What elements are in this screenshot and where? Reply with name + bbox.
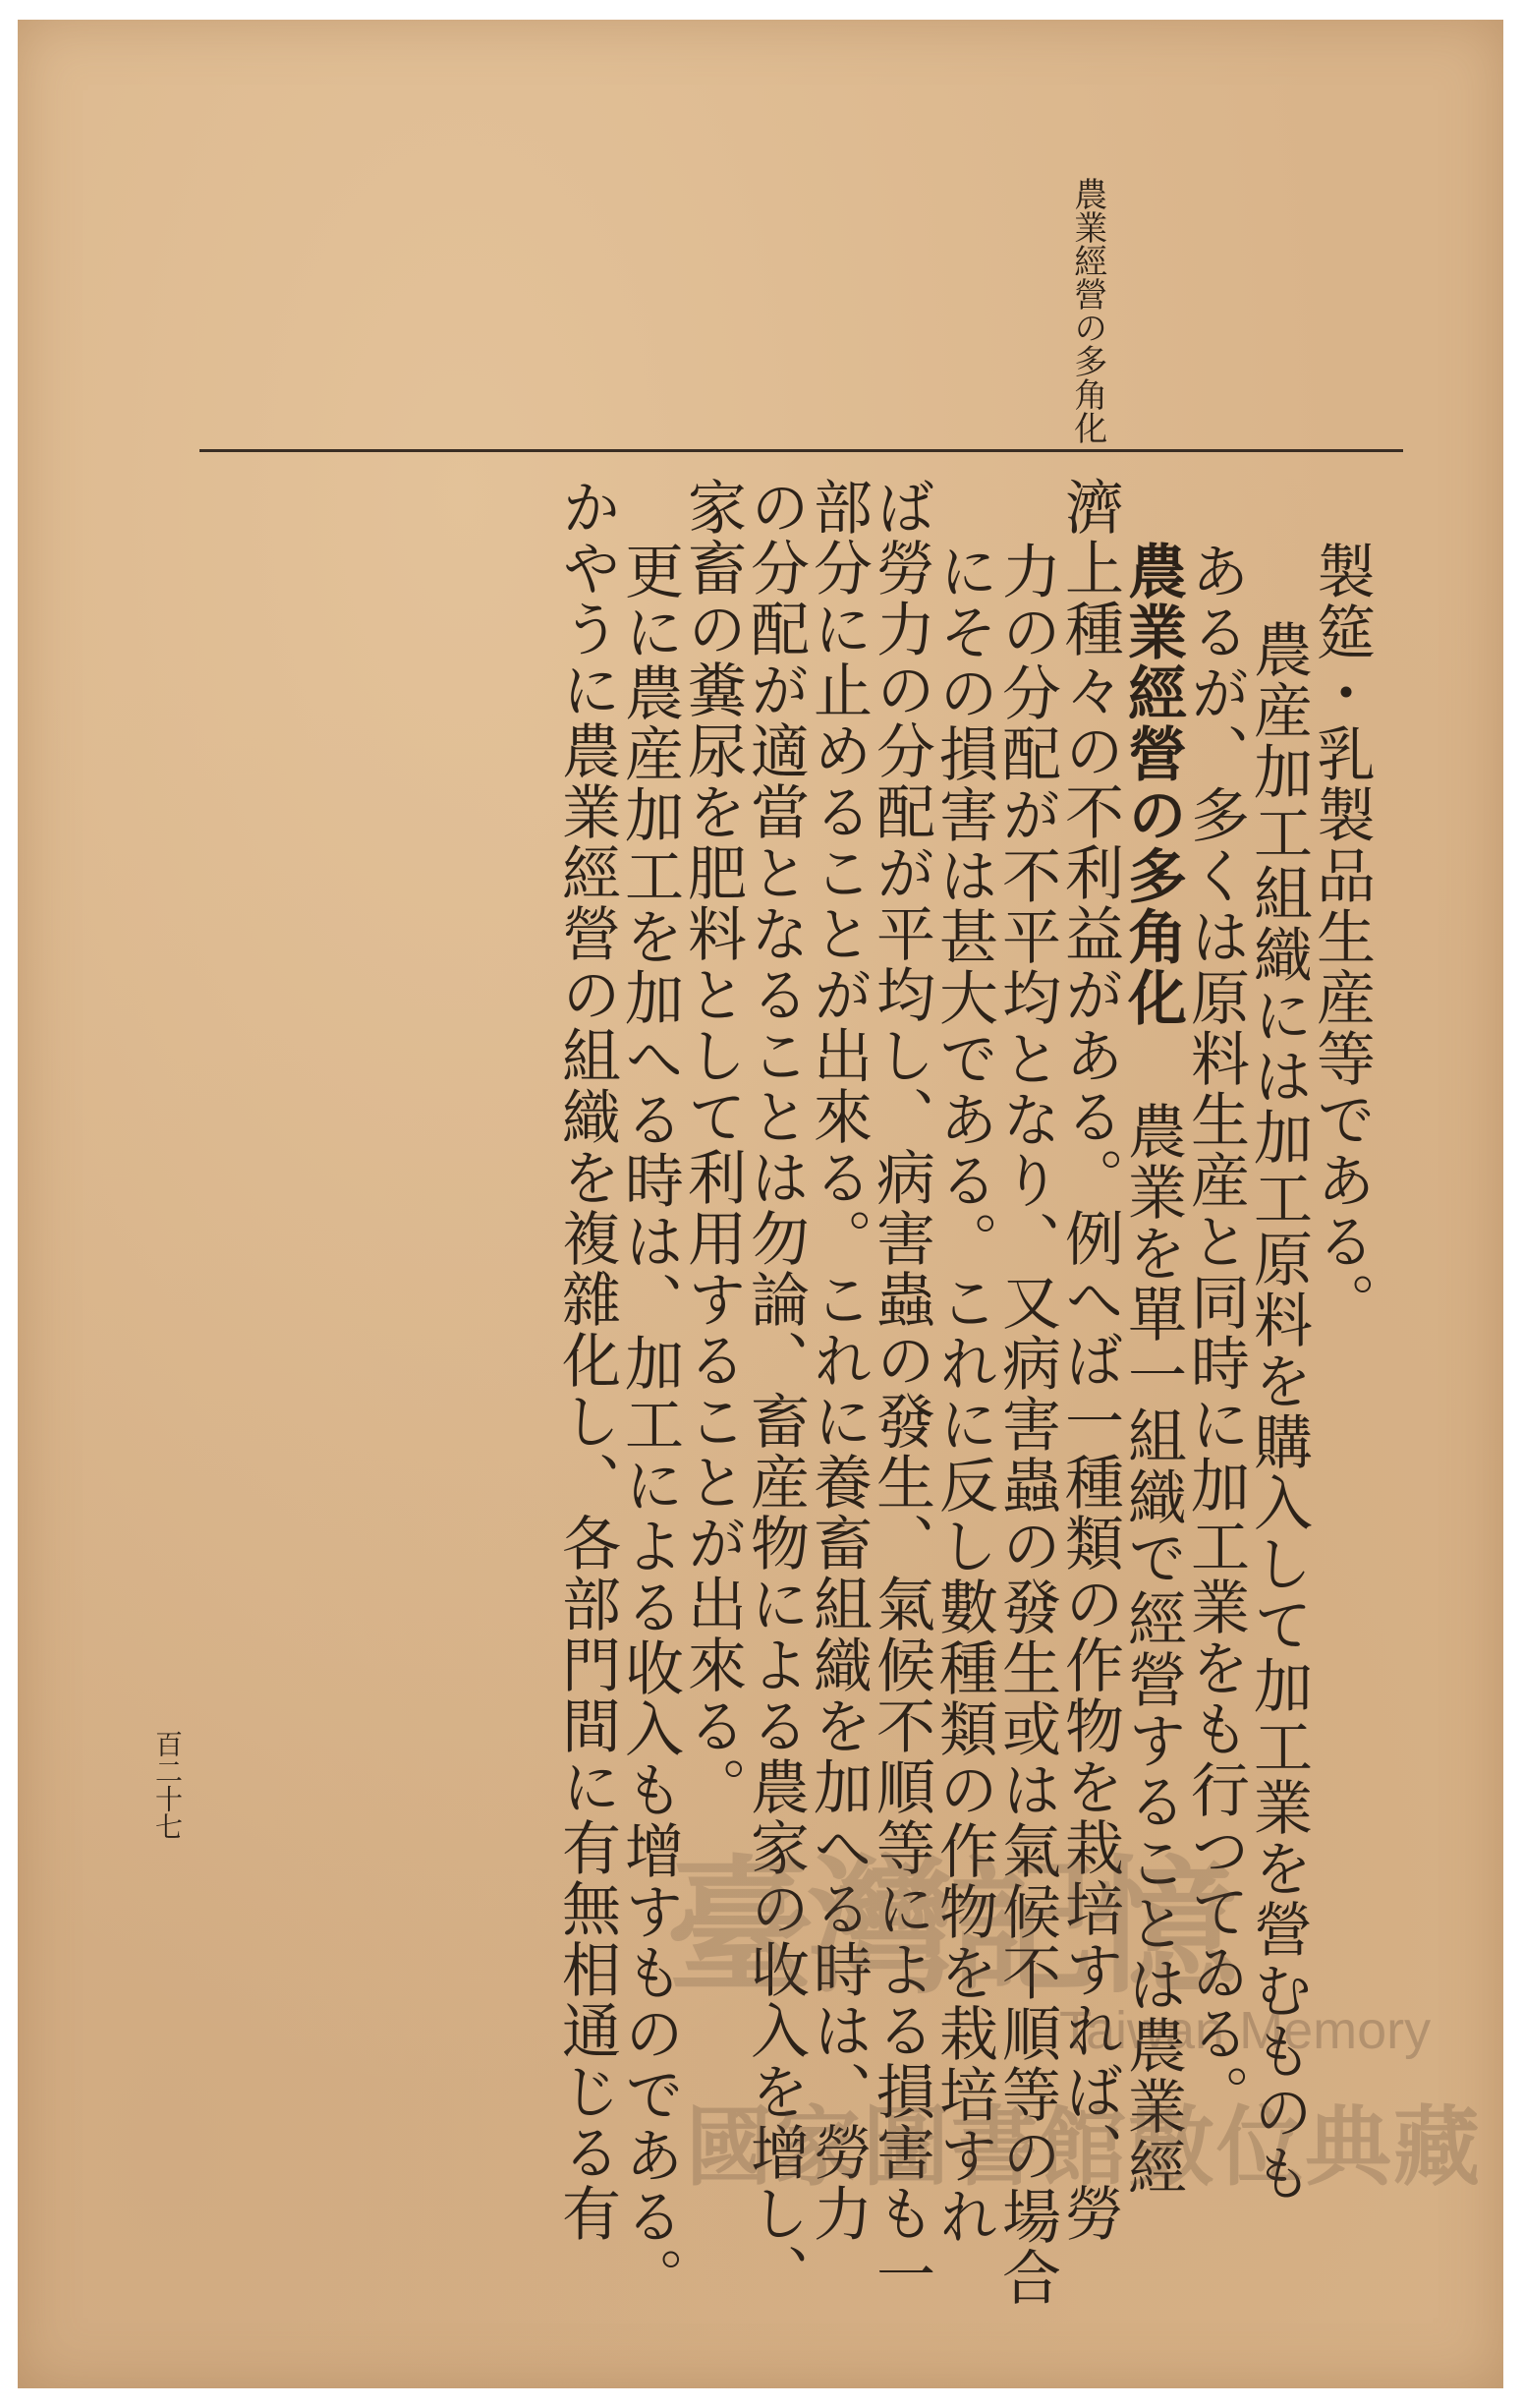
text-column-1: 製筵・乳製品生産等である。 [1307,541,1376,1333]
text-column-4: 農業を單一組織で經營することは農業經 [1118,1101,1187,2198]
watermark-english: Taiwan Memory [1059,2001,1432,2060]
text-column-6: 力の分配が不平均となり、又病害蟲の發生或は氣候不順等の場合 [992,541,1061,2308]
text-column-3: あるが、多くは原料生産と同時に加工業をも行つてゐる。 [1181,541,1250,2125]
watermark-chinese: 國家圖書館數位典藏 [686,2096,1483,2198]
section-heading: 農業經營の多角化 [1118,541,1187,1028]
text-column-8: ば勞力の分配が平均し、病害蟲の發生、氣候不順等による損害も一 [867,477,935,2305]
watermark-logo: 臺灣記憶 [666,1841,1233,2014]
text-column-7: にその損害は甚大である。これに反し數種類の作物を栽培すれ [930,541,998,2247]
text-column-12: 更に農産加工を加へる時は、加工による收入も增すものである。 [615,541,684,2308]
running-head: 農業經營の多角化 [1067,177,1107,444]
page-number: 百二十七 [151,1730,184,1840]
text-column-5: 濟上種々の不利益がある。例へば一種類の作物を栽培すれば、勞 [1055,477,1124,2244]
text-column-2: 農産加工組織には加工原料を購入して加工業を營むものも [1244,619,1313,2204]
text-column-11: 家畜の糞尿を肥料として利用することが出來る。 [678,477,747,1817]
text-column-13: かやうに農業經營の組織を複雜化し、各部門間に有無相通じる有 [552,477,621,2244]
header-rule [199,449,1403,452]
text-column-9: 部分に止めることが出來る。これに養畜組織を加へる時は、勞力 [804,477,873,2244]
text-column-10: の分配が適當となることは勿論、畜産物による農家の收入を增し、 [741,477,810,2305]
scanned-book-page [18,20,1503,2388]
